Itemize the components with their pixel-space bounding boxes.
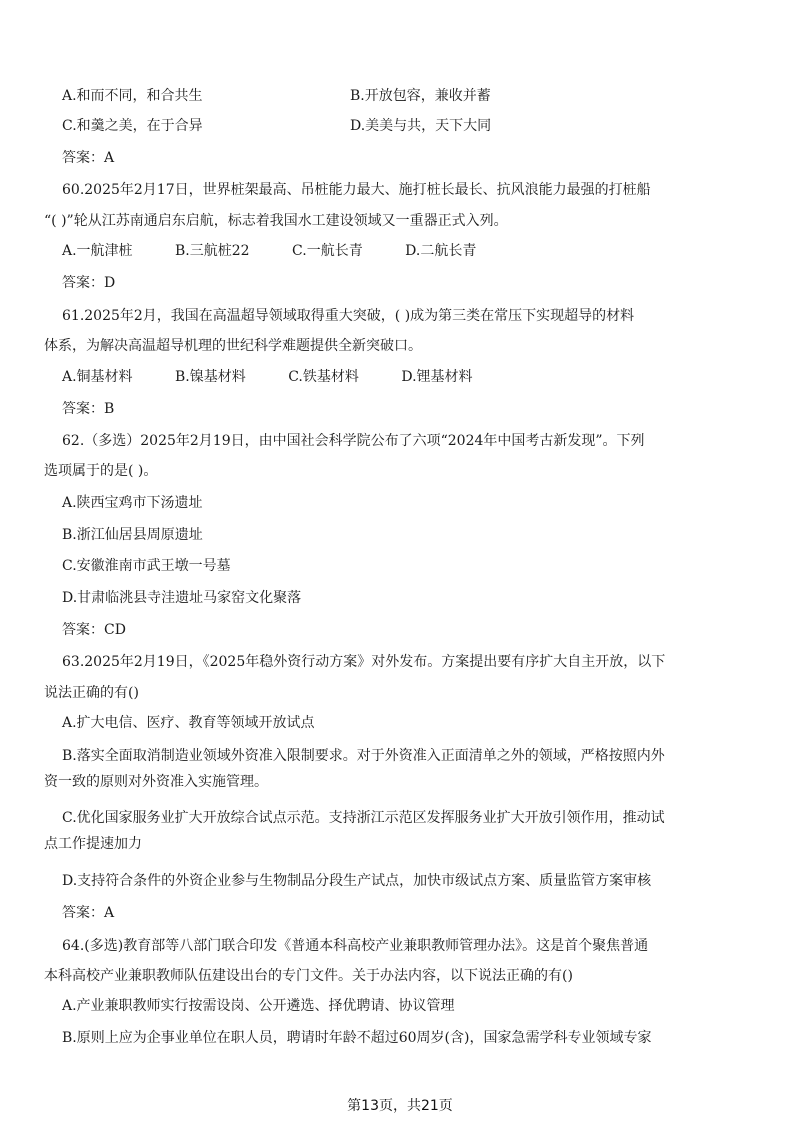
q63-option-c-line-1: C.优化国家服务业扩大开放综合试点示范。支持浙江示范区发挥服务业扩大开放引领作用，推动试: [62, 810, 665, 826]
q61-option-b: B.镍基材料: [175, 369, 246, 385]
q62-option-b: B.浙江仙居县周原遗址: [62, 527, 203, 543]
q61-question-line-1: 61.2025年2月，我国在高温超导领域取得重大突破，( )成为第三类在常压下实现超导的材料: [62, 308, 635, 324]
q61-option-a: A.铜基材料: [62, 369, 133, 385]
q61-option-c: C.铁基材料: [288, 369, 359, 385]
q59-option-d: D.美美与共，天下大同: [350, 118, 492, 134]
q60-option-d: D.二航长青: [405, 243, 477, 259]
q64-option-b-line-1: B.原则上应为企事业单位在职人员，聘请时年龄不超过60周岁(含)，国家急需学科专业领域专家: [62, 1030, 652, 1046]
q62-question-line-2: 选项属于的是( )。: [44, 463, 158, 479]
q64-option-a: A.产业兼职教师实行按需设岗、公开遴选、择优聘请、协议管理: [62, 998, 455, 1014]
q60-options: [62, 241, 760, 261]
q59-option-row-1: [62, 86, 760, 106]
q59-option-row-2: [62, 116, 760, 136]
q63-option-a: A.扩大电信、医疗、教育等领域开放试点: [62, 715, 315, 731]
q61-options: [62, 367, 760, 387]
q60-option-a: A.一航津桩: [62, 243, 133, 259]
q63-option-b-line-1: B.落实全面取消制造业领域外资准入限制要求。对于外资准入正面清单之外的领域，严格按照内外: [62, 748, 665, 764]
q63-option-c-line-2: 点工作提速加力: [44, 836, 142, 852]
q62-option-c: C.安徽淮南市武王墩一号墓: [62, 558, 231, 574]
q63-option-b-line-2: 资一致的原则对外资准入实施管理。: [44, 774, 268, 790]
q61-option-d: D.锂基材料: [401, 369, 473, 385]
q59-answer: 答案：A: [62, 150, 115, 166]
q62-option-a: A.陕西宝鸡市下汤遗址: [62, 495, 203, 511]
q64-question-line-2: 本科高校产业兼职教师队伍建设出台的专门文件。关于办法内容，以下说法正确的有(): [44, 968, 573, 984]
q63-option-d: D.支持符合条件的外资企业参与生物制品分段生产试点，加快市级试点方案、质量监管方案审核: [62, 873, 652, 889]
q60-question-line-2: “( )”轮从江苏南通启东启航，标志着我国水工建设领域又一重器正式入列。: [44, 213, 508, 229]
q60-answer: 答案：D: [62, 275, 116, 291]
q63-question-line-2: 说法正确的有(): [44, 685, 139, 701]
q61-question-line-2: 体系，为解决高温超导机理的世纪科学难题提供全新突破口。: [44, 338, 422, 354]
q62-question-line-1: 62.（多选）2025年2月19日，由中国社会科学院公布了六项“2024年中国考古新发现”。下列: [62, 433, 645, 449]
q63-answer: 答案：A: [62, 905, 115, 921]
q60-option-c: C.一航长青: [292, 243, 363, 259]
q62-answer: 答案：CD: [62, 622, 126, 638]
page-number-footer: 第13页，共21页: [347, 1098, 453, 1114]
q59-option-c: C.和羹之美，在于合异: [62, 118, 203, 134]
q64-question-line-1: 64.(多选)教育部等八部门联合印发《普通本科高校产业兼职教师管理办法》。这是首个聚焦普通: [62, 938, 649, 954]
q60-question-line-1: 60.2025年2月17日，世界桩架最高、吊桩能力最大、施打桩长最长、抗风浪能力最强的打桩船: [62, 182, 651, 198]
q62-option-d: D.甘肃临洮县寺洼遗址马家窑文化聚落: [62, 590, 302, 606]
q63-question-line-1: 63.2025年2月19日，《2025年稳外资行动方案》对外发布。方案提出要有序扩大自主开放，以下: [62, 654, 666, 670]
q59-option-b: B.开放包容，兼收并蓄: [350, 88, 491, 104]
q61-answer: 答案：B: [62, 401, 115, 417]
q60-option-b: B.三航桩22: [175, 243, 250, 259]
q59-option-a: A.和而不同，和合共生: [62, 88, 203, 104]
